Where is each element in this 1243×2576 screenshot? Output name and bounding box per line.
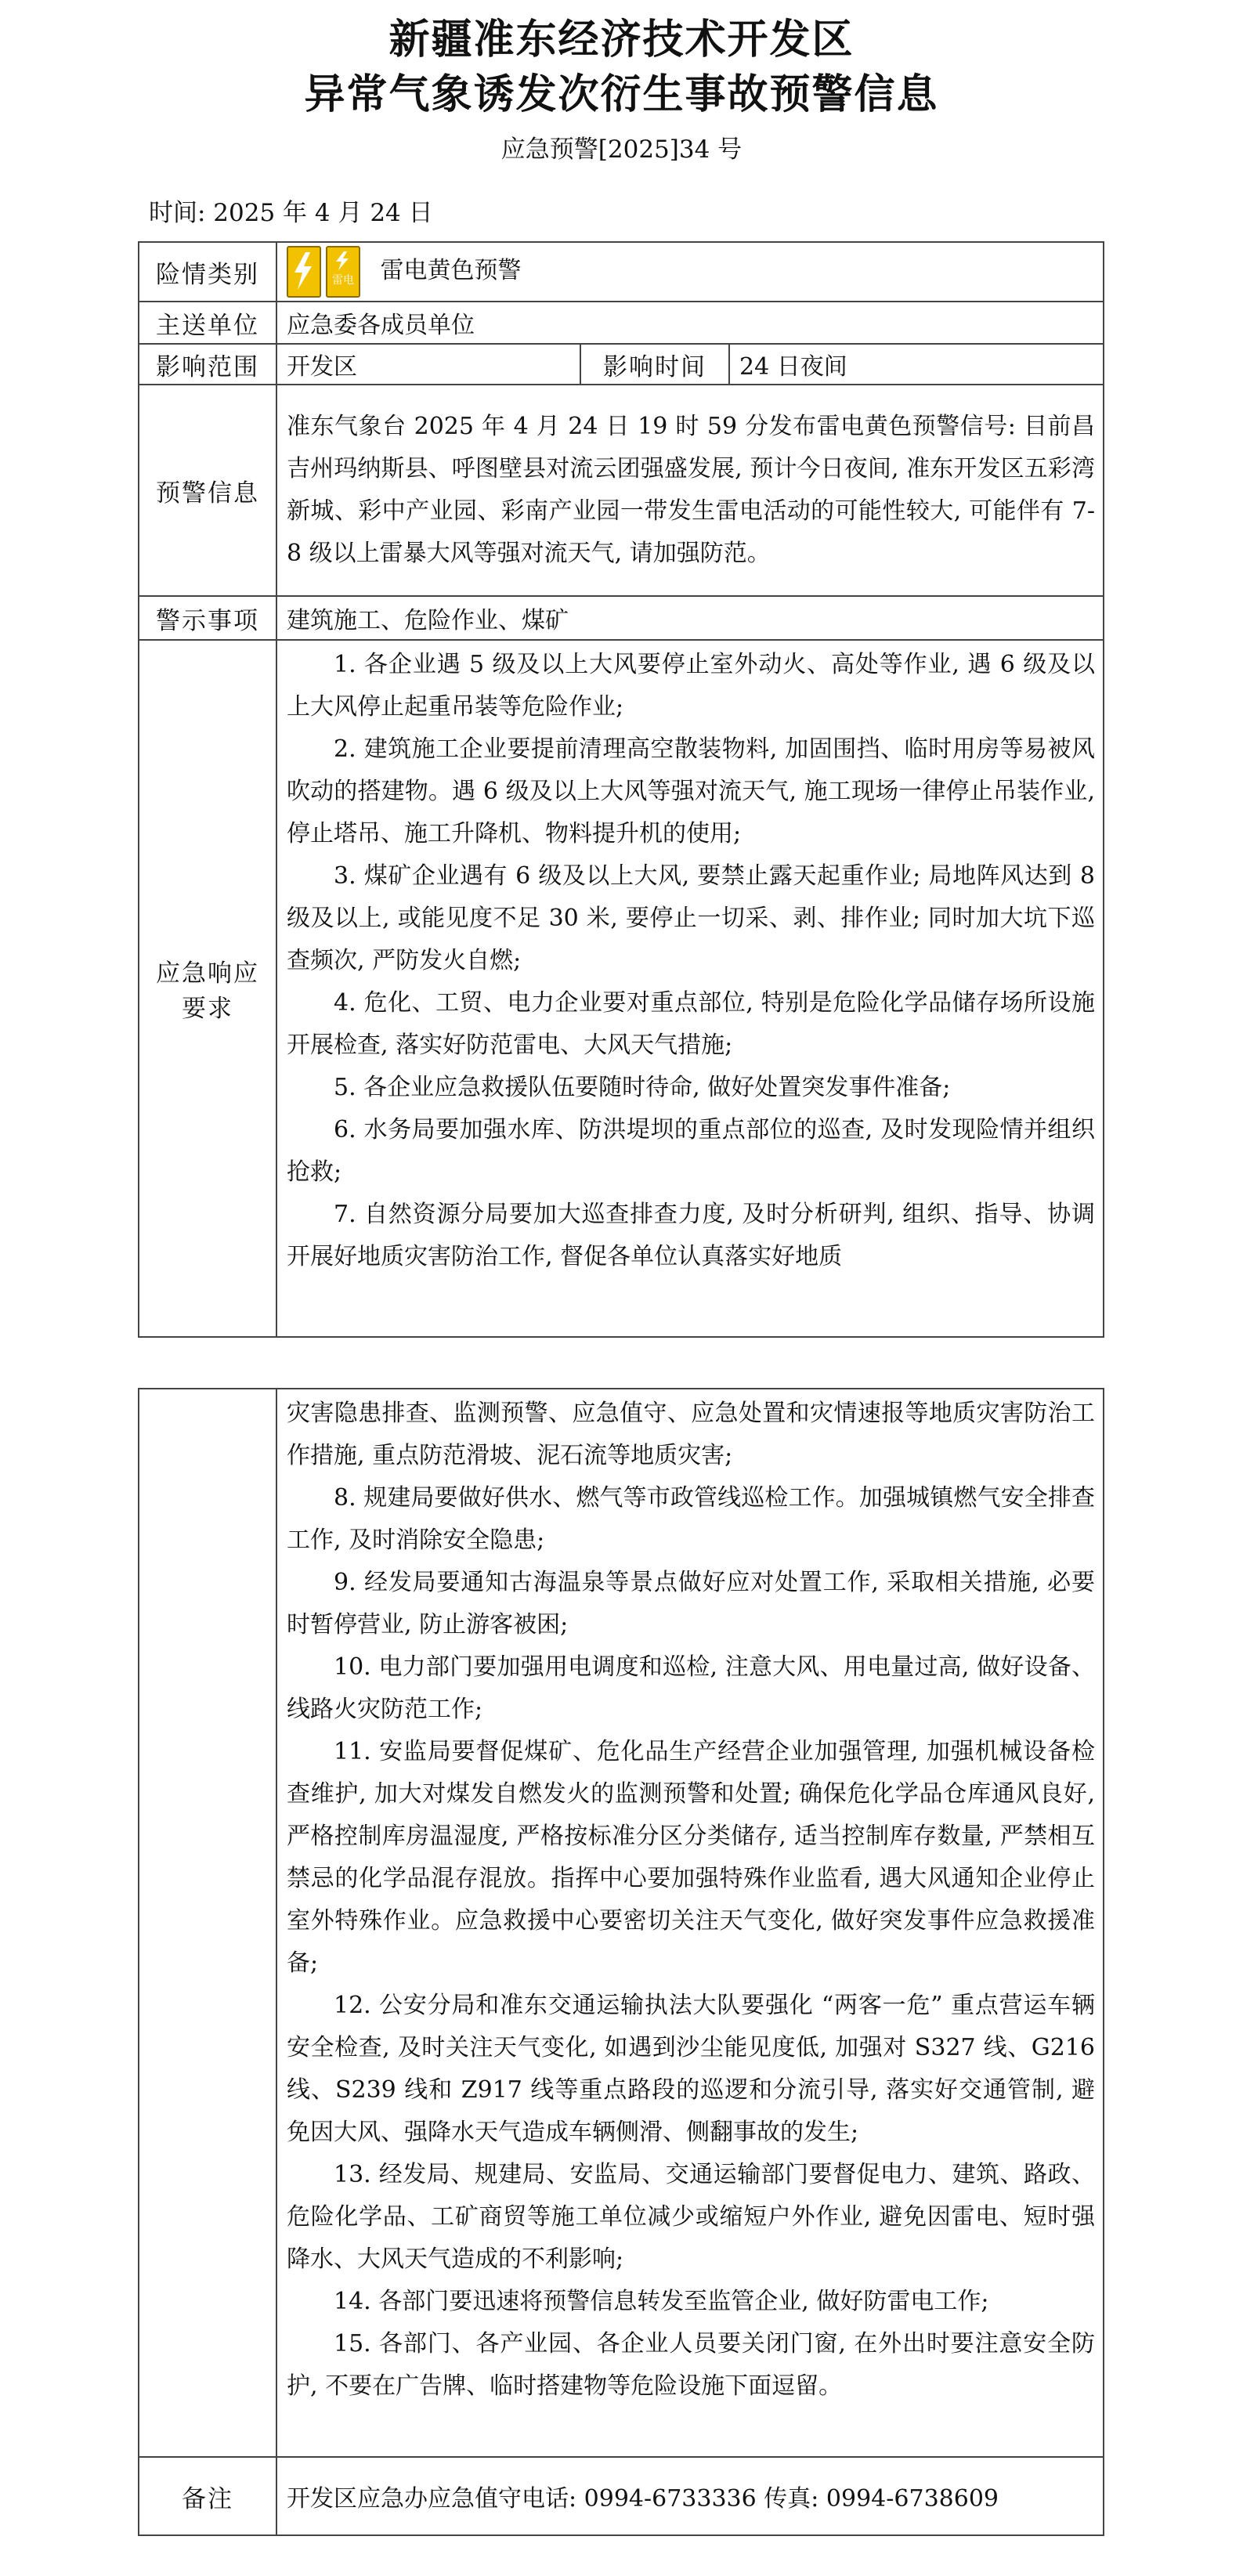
response-label-line2: 要求	[182, 995, 233, 1023]
row-response-page2	[139, 1389, 1104, 2457]
notes-label: 备注	[139, 2457, 276, 2535]
title-line1: 新疆准东经济技术开发区	[388, 16, 855, 63]
scope-value: 开发区	[276, 344, 580, 385]
issue-date: 时间: 2025 年 4 月 24 日	[149, 199, 433, 227]
icon-label: 雷电	[332, 274, 354, 287]
response-item: 5. 各企业应急救援队伍要随时待命, 做好处置突发事件准备;	[334, 1074, 951, 1101]
risk-type-value: 雷电黄色预警	[380, 257, 522, 284]
response-label	[139, 640, 276, 1337]
response-item: 1. 各企业遇 5 级及以上大风要停止室外动火、高处等作业, 遇 6 级及以上大风停止起重吊装等危险作业;	[287, 651, 1095, 721]
scope-label: 影响范围	[139, 344, 276, 385]
response-item: 15. 各部门、各产业园、各企业人员要关闭门窗, 在外出时要注意安全防护, 不要在广告牌、临时搭建物等危险设施下面逗留。	[287, 2330, 1095, 2400]
response-item: 11. 安监局要督促煤矿、危化品生产经营企业加强管理, 加强机械设备检查维护, 加大对煤发自燃发火的监测预警和处置; 确保危化学品仓库通风良好, 严格控制库房温湿度, 严格按标准分区分类储存, 适当控制库存数量, 严禁相互禁忌的化学品混存混放。指挥中心要加强特殊作业监看, 遇大风通知企业停止室外特殊作业。应急救援中心要密切关注天气变化, 做好突发事件应急救援准备;	[287, 1738, 1095, 1977]
response-item: 6. 水务局要加强水库、防洪堤坝的重点部位的巡查, 及时发现险情并组织抢救;	[287, 1116, 1095, 1186]
row-scope	[139, 344, 1104, 385]
row-response-page1	[139, 640, 1104, 1337]
time-value: 24 日夜间	[729, 344, 1104, 385]
row-notes	[139, 2457, 1104, 2535]
response-item: 9. 经发局要通知古海温泉等景点做好应对处置工作, 采取相关措施, 必要时暂停营业, 防止游客被困;	[287, 1569, 1095, 1638]
recipients-value: 应急委各成员单位	[276, 302, 1104, 344]
response-label-continued	[139, 1389, 276, 2457]
row-warning-info	[139, 385, 1104, 596]
warning-text: 准东气象台 2025 年 4 月 24 日 19 时 59 分发布雷电黄色预警信号: 目前昌吉州玛纳斯县、呼图壁县对流云团强盛发展, 预计今日夜间, 准东开发区五彩湾新城、彩中产业园、彩南产业园一带发生雷电活动的可能性较大, 可能伴有 7-8 级以上雷暴大风等强对流天气, 请加强防范。	[276, 385, 1104, 596]
response-item: 4. 危化、工贸、电力企业要对重点部位, 特别是危险化学品储存场所设施开展检查, 落实好防范雷电、大风天气措施;	[287, 989, 1095, 1059]
row-risk-type	[139, 242, 1104, 302]
warning-level-icon	[326, 246, 360, 298]
warning-table-page1	[138, 241, 1104, 1338]
title-line2: 异常气象诱发次衍生事故预警信息	[304, 71, 939, 118]
notes-value: 开发区应急办应急值守电话: 0994-6733336 传真: 0994-6738609	[276, 2457, 1104, 2535]
warning-label: 预警信息	[139, 385, 276, 596]
response-item: 12. 公安分局和准东交通运输执法大队要强化 “两客一危” 重点营运车辆安全检查, 及时关注天气变化, 如遇到沙尘能见度低, 加强对 S327 线、G216 线、S239 线和 Z917 线等重点路段的巡逻和分流引导, 落实好交通管制, 避免因大风、强降水天气造成车辆侧滑、侧翻事故的发生;	[287, 1992, 1095, 2146]
recipients-label: 主送单位	[139, 302, 276, 344]
lightning-yellow-warning-icon	[287, 246, 360, 298]
alert-value: 建筑施工、危险作业、煤矿	[276, 596, 1104, 640]
document-number: 应急预警[2025]34 号	[500, 135, 743, 164]
warning-table-page2	[138, 1388, 1104, 2536]
response-item: 8. 规建局要做好供水、燃气等市政管线巡检工作。加强城镇燃气安全排查工作, 及时消除安全隐患;	[287, 1484, 1095, 1554]
response-list-page2	[276, 1389, 1104, 2457]
risk-type-cell	[276, 242, 1104, 302]
alert-label: 警示事项	[139, 596, 276, 640]
response-label-line1: 应急响应	[156, 959, 259, 988]
row-recipients	[139, 302, 1104, 344]
response-item: 2. 建筑施工企业要提前清理高空散装物料, 加固围挡、临时用房等易被风吹动的搭建物。遇 6 级及以上大风等强对流天气, 施工现场一律停止吊装作业, 停止塔吊、施工升降机、物料提升机的使用;	[287, 735, 1095, 847]
response-item: 3. 煤矿企业遇有 6 级及以上大风, 要禁止露天起重作业; 局地阵风达到 8 级及以上, 或能见度不足 30 米, 要停止一切采、剥、排作业; 同时加大坑下巡查频次, 严防发火自燃;	[287, 862, 1095, 974]
response-item-continued: 灾害隐患排查、监测预警、应急值守、应急处置和灾情速报等地质灾害防治工作措施, 重点防范滑坡、泥石流等地质灾害;	[287, 1400, 1095, 1469]
response-list-page1	[276, 640, 1104, 1337]
response-item: 13. 经发局、规建局、安监局、交通运输部门要督促电力、建筑、路政、危险化学品、工矿商贸等施工单位减少或缩短户外作业, 避免因雷电、短时强降水、大风天气造成的不利影响;	[287, 2161, 1095, 2273]
response-item: 7. 自然资源分局要加大巡查排查力度, 及时分析研判, 组织、指导、协调开展好地质灾害防治工作, 督促各单位认真落实好地质	[287, 1201, 1095, 1270]
response-item: 14. 各部门要迅速将预警信息转发至监管企业, 做好防雷电工作;	[334, 2288, 989, 2315]
time-label: 影响时间	[580, 344, 729, 385]
risk-type-label: 险情类别	[139, 242, 276, 302]
row-alert	[139, 596, 1104, 640]
response-item: 10. 电力部门要加强用电调度和巡检, 注意大风、用电量过高, 做好设备、线路火灾防范工作;	[287, 1653, 1095, 1723]
lightning-icon	[287, 246, 321, 298]
